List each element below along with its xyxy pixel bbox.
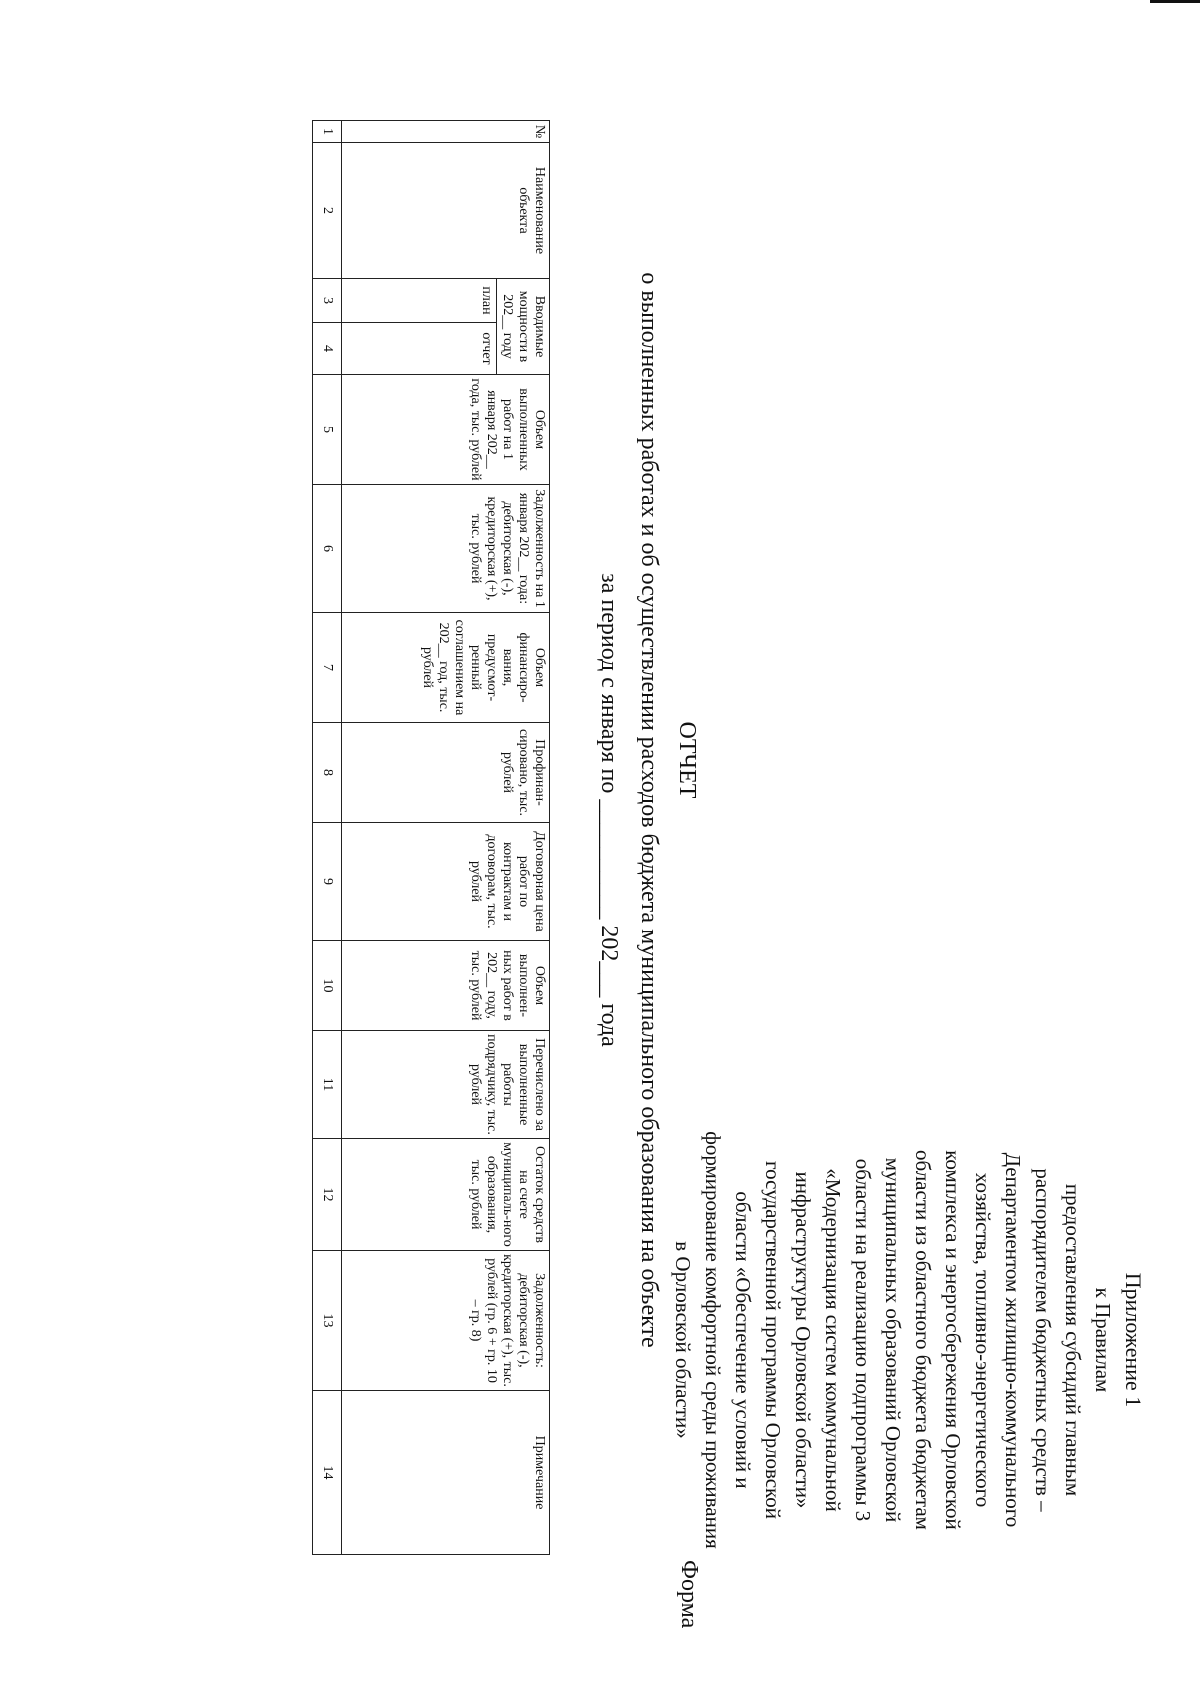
header-cell: Задолженность на 1 января 202__ года: дебиторская (-), кредиторская (+), тыс. рублей xyxy=(342,485,550,613)
appendix-line: распорядителем бюджетных средств – xyxy=(1031,1168,1055,1512)
header-cell: Примечание xyxy=(342,1391,550,1555)
report-title: ОТЧЕТ xyxy=(674,721,700,799)
table-header-row xyxy=(497,121,550,1555)
appendix-line: области на реализацию подпрограммы 3 xyxy=(851,1158,875,1522)
appendix-line: предоставления субсидий главным xyxy=(1061,1183,1085,1497)
appendix-line: хозяйства, топливно-энергетического xyxy=(971,1172,995,1508)
appendix-line: «Модернизация систем коммунальной xyxy=(821,1168,845,1512)
appendix-line: муниципальных образований Орловской xyxy=(881,1157,905,1523)
appendix-line: к Правилам xyxy=(1091,1287,1115,1393)
appendix-line: области из областного бюджета бюджетам xyxy=(911,1150,935,1530)
number-cell: 7 xyxy=(313,613,342,723)
header-cell: Объем финансиро-вания, предусмот-ренный соглашением на 202__ год, тыс. рублей xyxy=(342,613,550,723)
appendix-line: инфраструктуры Орловской области» xyxy=(791,1171,815,1509)
number-cell: 3 xyxy=(313,279,342,323)
header-cell: Объем выполненных работ на 1 января 202__ года, тыс. рублей xyxy=(342,375,550,485)
appendix-block xyxy=(668,1040,1148,1640)
number-cell: 9 xyxy=(313,823,342,941)
appendix-line: Департаментом жилищно-коммунального xyxy=(1001,1152,1025,1528)
appendix-line: формирование комфортной среды проживания xyxy=(701,1131,725,1549)
number-cell: 1 xyxy=(313,121,342,143)
report-table xyxy=(312,120,550,1555)
header-cell: Наименование объекта xyxy=(342,143,550,279)
header-cell: Объем выполнен-ных работ в 202__ году, тыс. рублей xyxy=(342,941,550,1031)
header-cell: Остаток средств на счете муниципаль-ного образования, тыс. рублей xyxy=(342,1139,550,1251)
header-cell: Вводимые мощности в 202__ году xyxy=(497,279,550,375)
number-cell: 13 xyxy=(313,1251,342,1391)
report-subtitle: о выполненных работах и об осуществлении расходов бюджета муниципального образования на объекте xyxy=(636,272,662,1348)
number-cell: 5 xyxy=(313,375,342,485)
header-cell: Профинан-сировано, тыс. рублей xyxy=(342,723,550,823)
appendix-title: Приложение 1 xyxy=(1121,1272,1146,1408)
header-cell: Перечислено за выполненные работы подрядчику, тыс. рублей xyxy=(342,1031,550,1139)
appendix-line: области «Обеспечение условий и xyxy=(731,1191,755,1489)
number-cell: 12 xyxy=(313,1139,342,1251)
header-cell: Договорная цена работ по контрактам и договорам, тыс. рублей xyxy=(342,823,550,941)
table-number-row xyxy=(313,121,342,1555)
number-cell: 4 xyxy=(313,323,342,375)
number-cell: 8 xyxy=(313,723,342,823)
header-cell: отчет xyxy=(342,323,497,375)
header-cell: № xyxy=(342,121,550,143)
appendix-line: государственной программы Орловской xyxy=(761,1161,785,1519)
appendix-line: комплекса и энергосбережения Орловской xyxy=(941,1150,965,1530)
scan-edge-mark xyxy=(1150,0,1200,3)
form-label: Форма xyxy=(676,1560,702,1629)
number-cell: 6 xyxy=(313,485,342,613)
header-cell: план xyxy=(342,279,497,323)
number-cell: 10 xyxy=(313,941,342,1031)
number-cell: 2 xyxy=(313,143,342,279)
number-cell: 14 xyxy=(313,1391,342,1555)
number-cell: 11 xyxy=(313,1031,342,1139)
appendix-line: в Орловской области» xyxy=(671,1241,695,1439)
header-cell: Задолженность: дебиторская (-), кредиторская (+), тыс. рублей (гр. 6 + гр. 10 – гр. 8) xyxy=(342,1251,550,1391)
report-period: за период с января по __________ 202___ года xyxy=(596,573,622,1047)
